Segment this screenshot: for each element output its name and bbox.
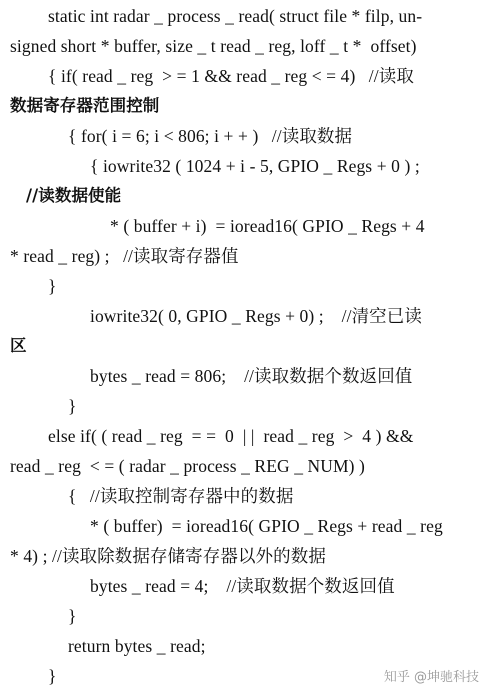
code-line-16: read _ reg < = ( radar _ process _ REG _ NUM) ) <box>10 456 365 476</box>
code-line-2: signed short * buffer, size _ t read _ reg, loff _ t * offset) <box>10 36 417 56</box>
code-line-21: } <box>68 606 77 626</box>
code-line-8: * ( buffer + i) = ioread16( GPIO _ Regs + 4 <box>110 216 425 236</box>
code-line-4: 数据寄存器范围控制 <box>10 96 160 115</box>
code-line-9: * read _ reg) ; //读取寄存器值 <box>10 246 239 266</box>
code-line-3: { if( read _ reg > = 1 && read _ reg < = 4) //读取 <box>48 66 414 86</box>
code-line-6: { iowrite32 ( 1024 + i - 5, GPIO _ Regs + 0 ) ; <box>90 156 420 176</box>
code-line-23: } <box>48 666 57 686</box>
code-line-1: static int radar _ process _ read( struct file * filp, un- <box>48 6 423 26</box>
code-line-20: bytes _ read = 4; //读取数据个数返回值 <box>90 576 395 596</box>
code-line-7: //读数据使能 <box>26 186 122 205</box>
code-line-13: bytes _ read = 806; //读取数据个数返回值 <box>90 366 413 386</box>
code-line-5: { for( i = 6; i < 806; i + + ) //读取数据 <box>68 126 353 146</box>
code-line-17: { //读取控制寄存器中的数据 <box>68 486 294 506</box>
code-line-12: 区 <box>10 336 27 355</box>
code-line-19: * 4) ; //读取除数据存储寄存器以外的数据 <box>10 546 326 566</box>
code-line-10: } <box>48 276 57 296</box>
code-line-15: else if( ( read _ reg = = 0 | | read _ reg > 4 ) && <box>48 426 414 446</box>
code-line-14: } <box>68 396 77 416</box>
code-line-11: iowrite32( 0, GPIO _ Regs + 0) ; //清空已读 <box>90 306 422 326</box>
watermark: 知乎 @坤驰科技 <box>383 670 479 685</box>
code-line-22: return bytes _ read; <box>68 636 206 656</box>
code-line-18: * ( buffer) = ioread16( GPIO _ Regs + read _ reg <box>90 516 443 536</box>
